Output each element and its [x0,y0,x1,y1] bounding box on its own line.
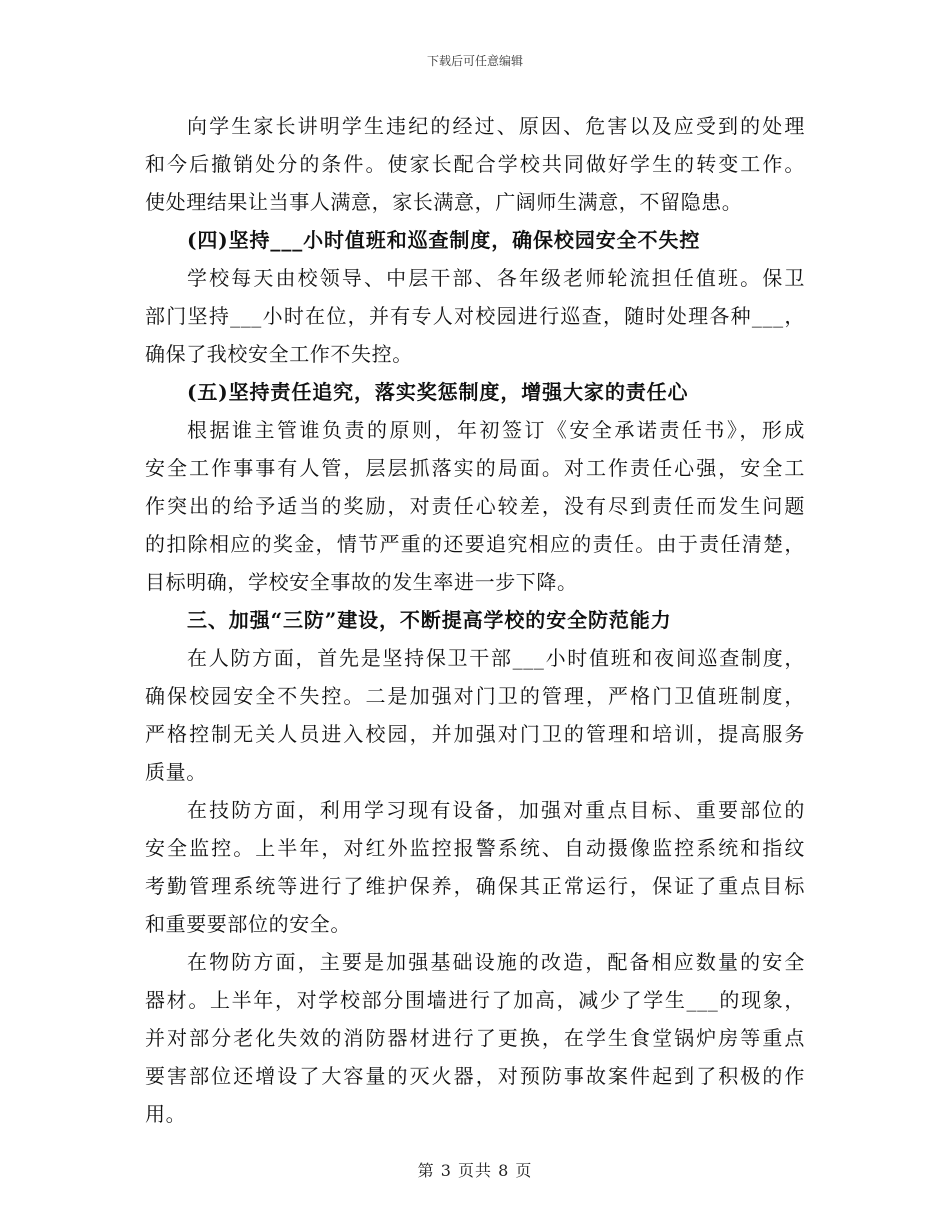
paragraph-line: 安全工作事事有人管，层层抓落实的局面。对工作责任心强，安全工 [145,456,805,480]
paragraph-line: 用。 [145,1102,187,1126]
paragraph-line: 目标明确，学校安全事故的发生率进一步下降。 [145,570,578,594]
section-heading: (四)坚持___小时值班和巡查制度，确保校园安全不失控 [187,228,701,252]
paragraph-line: 作突出的给予适当的奖励，对责任心较差，没有尽到责任而发生问题 [145,494,805,518]
paragraph-line: 部门坚持___小时在位，并有专人对校园进行巡查，随时处理各种___， [145,304,805,328]
paragraph-line: 在人防方面，首先是坚持保卫干部___小时值班和夜间巡查制度， [187,646,805,670]
paragraph-line: 要害部位还增设了大容量的灭火器，对预防事故案件起到了积极的作 [145,1064,805,1088]
paragraph-line: 严格控制无关人员进入校园，并加强对门卫的管理和培训，提高服务 [145,722,805,746]
paragraph-line: 确保校园安全不失控。二是加强对门卫的管理，严格门卫值班制度， [145,684,805,708]
paragraph-line: 器材。上半年，对学校部分围墙进行了加高，减少了学生___的现象， [145,988,805,1012]
paragraph-line: 考勤管理系统等进行了维护保养，确保其正常运行，保证了重点目标 [145,874,805,898]
paragraph-line: 使处理结果让当事人满意，家长满意，广阔师生满意，不留隐患。 [145,190,743,214]
page-number: 第 3 页共 8 页 [417,1161,533,1180]
section-heading: 三、加强“三防”建设，不断提高学校的安全防范能力 [187,608,672,632]
paragraph-line: 在技防方面，利用学习现有设备，加强对重点目标、重要部位的 [187,798,805,822]
paragraph-line: 确保了我校安全工作不失控。 [145,342,413,366]
paragraph-line: 并对部分老化失效的消防器材进行了更换，在学生食堂锅炉房等重点 [145,1026,805,1050]
paragraph-line: 根据谁主管谁负责的原则，年初签订《安全承诺责任书》，形成 [187,418,805,442]
page-header-note: 下载后可任意编辑 [426,54,523,68]
paragraph-line: 的扣除相应的奖金，情节严重的还要追究相应的责任。由于责任清楚， [145,532,805,556]
paragraph-line: 在物防方面，主要是加强基础设施的改造，配备相应数量的安全 [187,950,805,974]
document-body [145,107,805,1133]
paragraph-line: 安全监控。上半年，对红外监控报警系统、自动摄像监控系统和指纹 [145,836,805,860]
paragraph-line: 和今后撤销处分的条件。使家长配合学校共同做好学生的转变工作。 [145,152,805,176]
paragraph-line: 学校每天由校领导、中层干部、各年级老师轮流担任值班。保卫 [187,266,805,290]
paragraph-line: 质量。 [145,760,207,784]
section-heading: (五)坚持责任追究，落实奖惩制度，增强大家的责任心 [187,380,689,404]
paragraph-line: 和重要要部位的安全。 [145,912,351,936]
paragraph-line: 向学生家长讲明学生违纪的经过、原因、危害以及应受到的处理 [187,114,805,138]
